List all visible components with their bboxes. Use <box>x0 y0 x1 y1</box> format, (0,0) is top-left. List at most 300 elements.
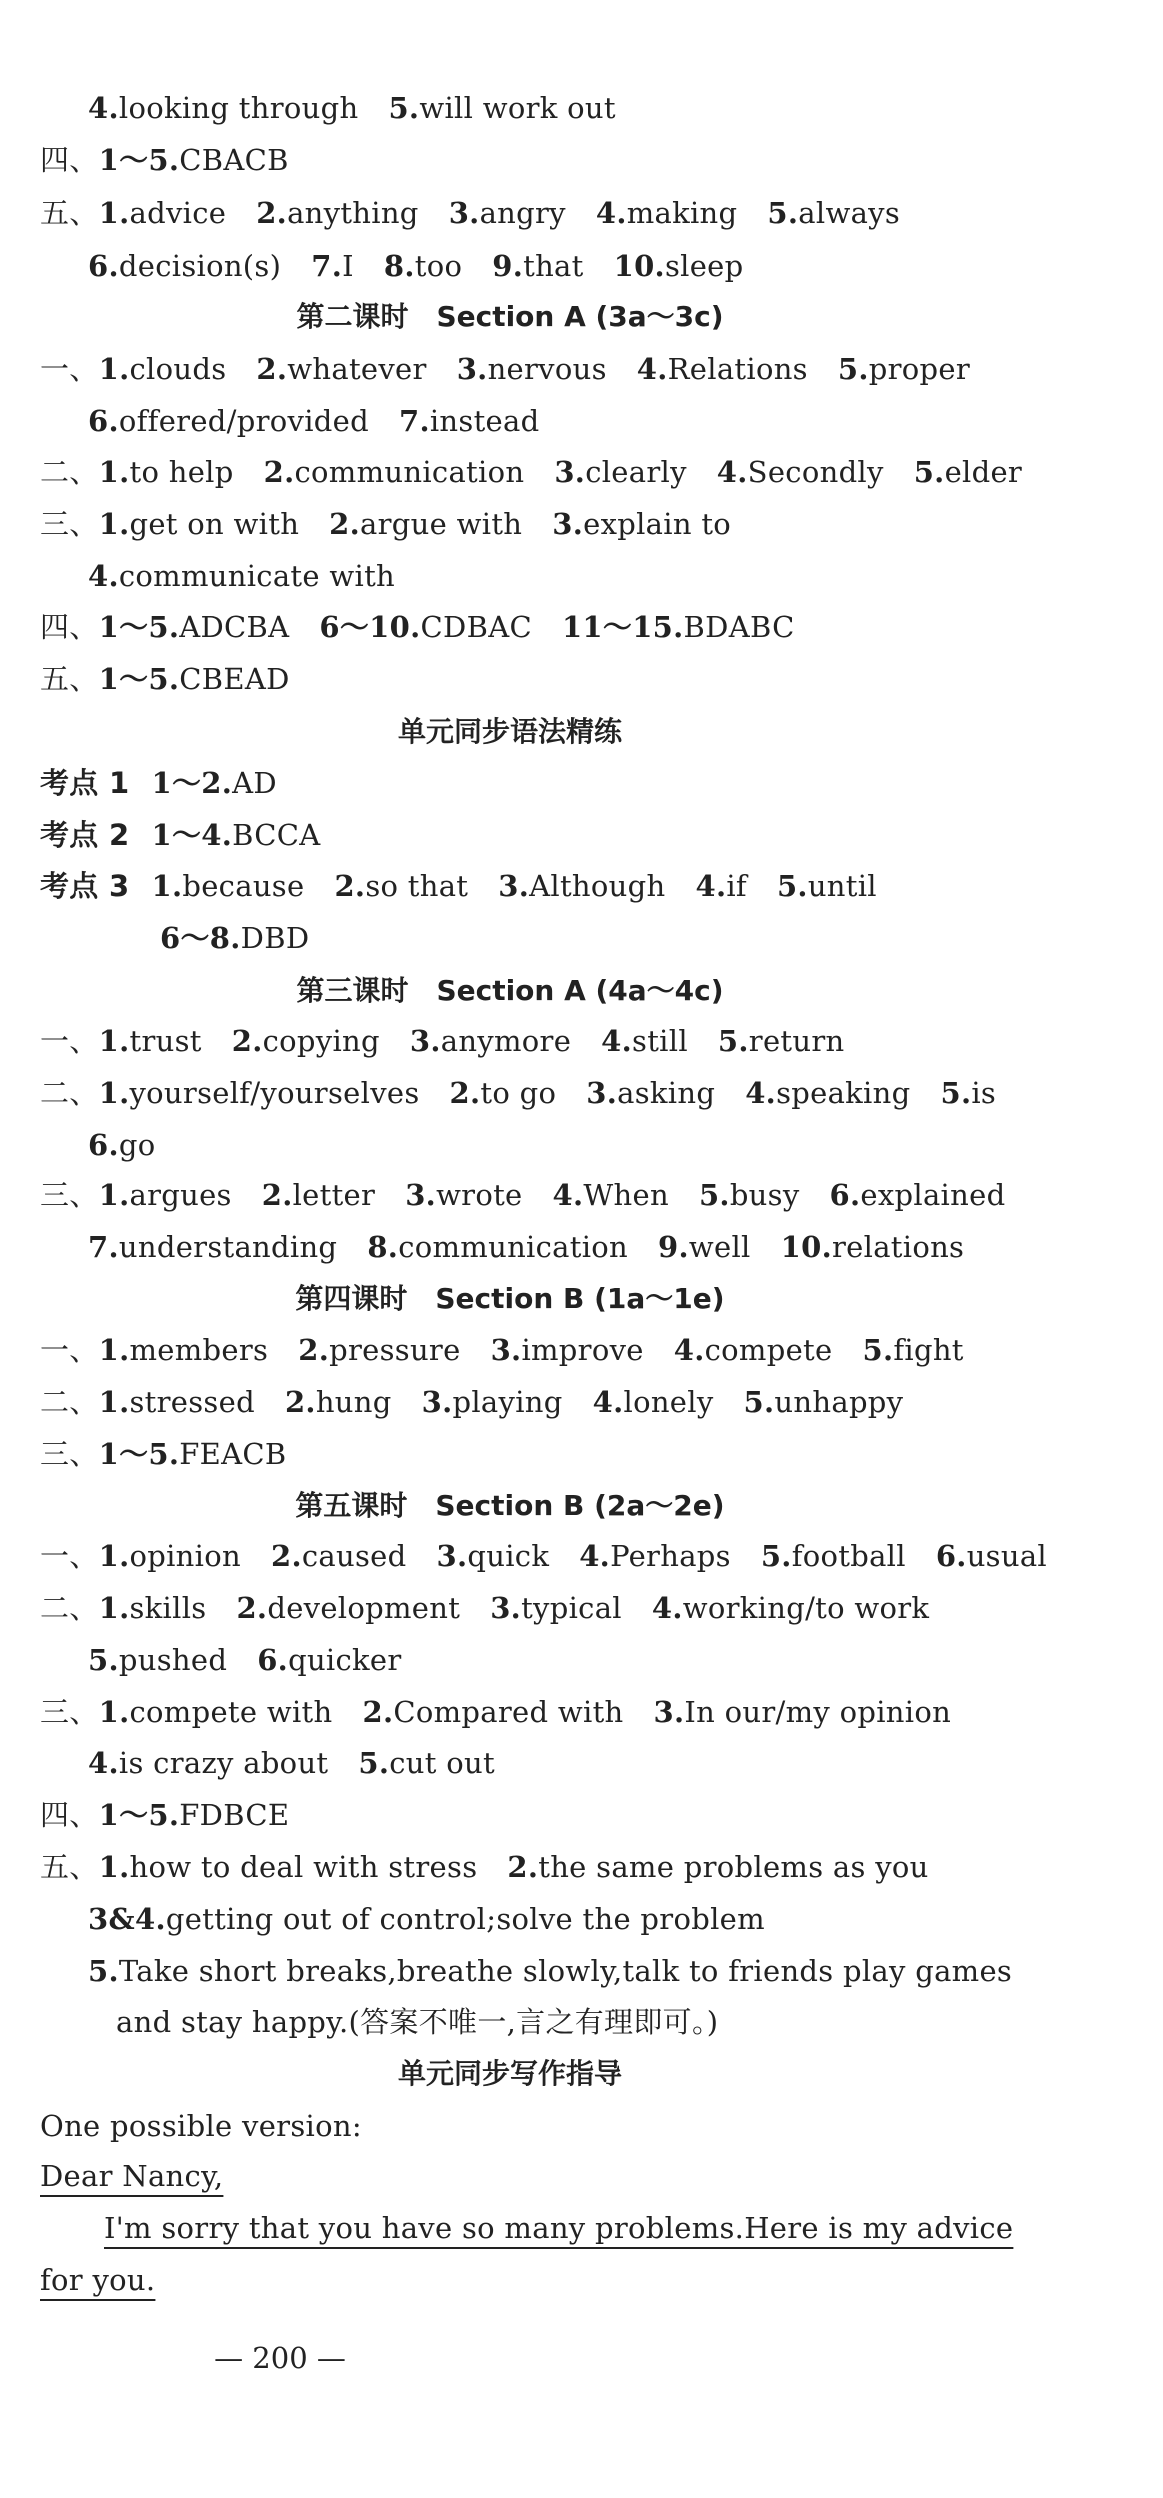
item-answer: advice <box>129 196 227 230</box>
item-number: 8. <box>367 1230 399 1264</box>
question-number: 一、 <box>40 1539 99 1573</box>
item-number: 1. <box>151 869 183 903</box>
item-number: 7. <box>398 404 430 438</box>
section-heading: 第二课时 Section A (3a～3c) <box>296 300 724 333</box>
answer-item <box>151 818 320 852</box>
answer-item <box>699 1178 800 1212</box>
essay-text: for you. <box>40 2263 156 2297</box>
item-answer: FDBCE <box>179 1798 290 1832</box>
item-answer: BDABC <box>683 610 795 644</box>
answer-item <box>99 1437 287 1471</box>
item-answer: that <box>523 249 584 283</box>
item-answer: explain to <box>583 507 732 541</box>
answer-line <box>40 504 731 544</box>
item-number: 4. <box>673 1333 705 1367</box>
item-number: 5. <box>358 1746 390 1780</box>
answer-item <box>298 1333 460 1367</box>
item-number: 1. <box>98 352 130 386</box>
answer-line <box>40 193 900 233</box>
answer-item <box>384 249 462 283</box>
item-number: 3. <box>653 1695 685 1729</box>
item-answer: unhappy <box>774 1385 904 1419</box>
item-answer: return <box>748 1024 845 1058</box>
answer-item <box>695 869 746 903</box>
item-answer: understanding <box>118 1230 338 1264</box>
item-number: 2. <box>362 1695 394 1729</box>
answer-item <box>257 1643 401 1677</box>
answer-item <box>745 1076 910 1110</box>
item-number: 3. <box>448 196 480 230</box>
item-answer: angry <box>479 196 566 230</box>
item-answer: quicker <box>288 1643 402 1677</box>
item-number: 5. <box>913 455 945 489</box>
item-answer: I <box>342 249 354 283</box>
item-number: 6. <box>257 1643 289 1677</box>
item-number: 6. <box>88 249 119 283</box>
item-number: 5. <box>717 1024 749 1058</box>
answer-item <box>450 1076 557 1110</box>
answer-item <box>936 1539 1047 1573</box>
item-answer: clearly <box>585 455 687 489</box>
section-heading: 单元同步语法精练 <box>397 715 622 748</box>
answer-item <box>99 1695 333 1729</box>
answer-line <box>88 401 539 441</box>
item-answer: letter <box>292 1178 376 1212</box>
item-answer: football <box>791 1539 906 1573</box>
answer-item <box>334 869 468 903</box>
question-number: 一、 <box>40 352 99 386</box>
item-answer: to go <box>480 1076 557 1110</box>
item-number: 1. <box>98 1076 130 1110</box>
key-point-label: 考点 1 <box>40 766 130 800</box>
essay-text: One possible version: <box>40 2109 362 2143</box>
item-number: 3. <box>456 352 488 386</box>
item-answer: development <box>267 1591 461 1625</box>
item-number: 3. <box>421 1385 453 1419</box>
answer-item <box>88 1643 227 1677</box>
item-answer: communicate with <box>118 559 395 593</box>
item-number: 4. <box>579 1539 611 1573</box>
answer-item <box>160 921 309 955</box>
answer-item <box>507 1850 928 1884</box>
item-answer: communication <box>294 455 525 489</box>
answer-item <box>271 1539 407 1573</box>
answer-item <box>422 1385 563 1419</box>
answer-line <box>40 815 321 855</box>
question-number: 五、 <box>40 1850 99 1884</box>
item-number: 5. <box>837 352 869 386</box>
item-number: 5. <box>767 196 799 230</box>
item-number: 7. <box>88 1230 119 1264</box>
item-number: 1. <box>98 1539 130 1573</box>
item-number: 2. <box>329 507 361 541</box>
answer-line <box>88 1125 156 1165</box>
item-number: 1～5. <box>98 1437 180 1471</box>
item-number: 5. <box>776 869 808 903</box>
item-number: 4. <box>88 559 119 593</box>
essay-text: Dear Nancy, <box>40 2159 224 2193</box>
answer-line <box>88 1951 1012 1991</box>
answer-line <box>116 2002 718 2042</box>
item-answer: wrote <box>436 1178 523 1212</box>
answer-line <box>40 1330 964 1370</box>
item-answer: copying <box>262 1024 380 1058</box>
item-number: 2. <box>298 1333 330 1367</box>
answer-line <box>40 763 277 803</box>
answer-item <box>99 662 290 696</box>
item-number: 4. <box>636 352 668 386</box>
essay-line <box>40 2156 223 2196</box>
item-answer: looking through <box>118 91 359 125</box>
answer-item <box>99 1591 207 1625</box>
item-number: 1～5. <box>98 610 180 644</box>
answer-item <box>593 1385 714 1419</box>
item-number: 6～10. <box>319 610 421 644</box>
answer-item <box>388 91 615 125</box>
item-answer: Secondly <box>747 455 884 489</box>
answer-item <box>717 455 884 489</box>
item-number: 6. <box>88 404 119 438</box>
answer-line <box>88 556 395 596</box>
item-answer: opinion <box>129 1539 241 1573</box>
answer-item <box>457 352 607 386</box>
item-number: 5. <box>862 1333 894 1367</box>
item-answer: working/to work <box>682 1591 930 1625</box>
answer-item <box>614 249 744 283</box>
answer-item <box>99 1539 241 1573</box>
answer-item <box>367 1230 628 1264</box>
item-answer: CDBAC <box>420 610 532 644</box>
section-heading: 第五课时 Section B (2a～2e) <box>295 1489 725 1522</box>
item-answer: anything <box>287 196 419 230</box>
answer-item <box>88 1954 1012 1988</box>
answer-item <box>838 352 970 386</box>
item-number: 4. <box>88 91 119 125</box>
item-answer: In our/my opinion <box>684 1695 952 1729</box>
answer-item <box>232 1024 380 1058</box>
answer-item <box>491 1333 644 1367</box>
answer-item <box>99 1024 202 1058</box>
item-answer: AD <box>232 766 277 800</box>
item-answer: to help <box>129 455 234 489</box>
answer-item <box>116 2005 718 2039</box>
answer-item <box>256 196 418 230</box>
answer-item <box>358 1746 495 1780</box>
answer-item <box>99 143 289 177</box>
item-number: 2. <box>256 352 288 386</box>
item-answer: relations <box>832 1230 965 1264</box>
key-point-label: 考点 3 <box>40 869 130 903</box>
item-answer: CBACB <box>179 143 289 177</box>
item-answer: argues <box>129 1178 232 1212</box>
item-answer: will work out <box>419 91 616 125</box>
item-number: 1. <box>98 1333 130 1367</box>
answer-item <box>362 1695 623 1729</box>
answer-item <box>781 1230 965 1264</box>
item-number: 3. <box>586 1076 618 1110</box>
item-answer: typical <box>521 1591 622 1625</box>
answer-item <box>99 1076 420 1110</box>
item-number: 4. <box>745 1076 777 1110</box>
item-answer: Perhaps <box>610 1539 731 1573</box>
answer-line <box>40 349 970 389</box>
item-number: 5. <box>88 1954 119 1988</box>
item-number: 2. <box>256 196 288 230</box>
item-number: 2. <box>449 1076 481 1110</box>
answer-line <box>160 918 309 958</box>
item-number: 4. <box>716 455 748 489</box>
item-number: 1. <box>98 1695 130 1729</box>
answer-item <box>410 1024 571 1058</box>
item-answer: fight <box>893 1333 964 1367</box>
item-answer: FEACB <box>179 1437 287 1471</box>
section-heading: 第四课时 Section B (1a～1e) <box>295 1282 725 1315</box>
item-number: 6. <box>935 1539 967 1573</box>
item-number: 3. <box>409 1024 441 1058</box>
answer-item <box>329 507 522 541</box>
answer-item <box>830 1178 1006 1212</box>
question-number: 五、 <box>40 196 99 230</box>
answer-line <box>40 1536 1047 1576</box>
answer-item <box>744 1385 904 1419</box>
item-answer: pressure <box>329 1333 461 1367</box>
item-answer: CBEAD <box>179 662 290 696</box>
item-answer: getting out of control;solve the problem <box>165 1902 765 1936</box>
item-number: 2. <box>284 1385 316 1419</box>
item-number: 6～8. <box>160 921 241 955</box>
page-number: — 200 — <box>214 2341 346 2375</box>
item-number: 6. <box>829 1178 861 1212</box>
answer-line <box>40 1847 929 1887</box>
answer-item <box>554 455 686 489</box>
item-number: 3. <box>552 507 584 541</box>
item-number: 4. <box>651 1591 683 1625</box>
answer-line <box>40 1795 289 1835</box>
item-number: 4. <box>601 1024 633 1058</box>
answer-item <box>99 1178 232 1212</box>
answer-item <box>562 610 795 644</box>
question-number: 四、 <box>40 1798 99 1832</box>
answer-item <box>88 1128 156 1162</box>
answer-item <box>552 507 731 541</box>
answer-item <box>586 1076 715 1110</box>
item-answer: cut out <box>389 1746 495 1780</box>
answer-item <box>596 196 738 230</box>
question-number: 二、 <box>40 1385 99 1419</box>
item-number: 2. <box>263 455 295 489</box>
item-answer: caused <box>301 1539 407 1573</box>
essay-line <box>40 2260 155 2300</box>
answer-item <box>88 1902 765 1936</box>
item-answer: elder <box>944 455 1023 489</box>
item-answer: so that <box>365 869 469 903</box>
item-number: 1. <box>98 455 130 489</box>
answer-item <box>319 610 532 644</box>
item-number: 10. <box>613 249 665 283</box>
item-number: 10. <box>780 1230 832 1264</box>
item-answer: the same problems as you <box>538 1850 929 1884</box>
item-answer: Although <box>529 869 666 903</box>
answer-item <box>718 1024 845 1058</box>
answer-item <box>88 1746 328 1780</box>
item-number: 5. <box>743 1385 775 1419</box>
answer-item <box>99 1333 269 1367</box>
item-number: 4. <box>88 1746 119 1780</box>
item-answer: sleep <box>664 249 744 283</box>
answer-item <box>285 1385 392 1419</box>
answer-item <box>405 1178 522 1212</box>
item-number: 2. <box>236 1591 268 1625</box>
item-answer: go <box>118 1128 156 1162</box>
answer-item <box>311 249 354 283</box>
item-answer: compete with <box>129 1695 333 1729</box>
section-heading: 第三课时 Section A (4a～4c) <box>296 974 724 1007</box>
item-answer: nervous <box>487 352 607 386</box>
item-number: 1. <box>98 1178 130 1212</box>
item-number: 2. <box>231 1024 263 1058</box>
answer-item <box>767 196 900 230</box>
section-heading: 单元同步写作指导 <box>397 2057 622 2090</box>
item-answer: is crazy about <box>118 1746 329 1780</box>
item-number: 1. <box>98 1850 130 1884</box>
item-number: 1～5. <box>98 143 180 177</box>
answer-line <box>40 452 1022 492</box>
essay-line <box>40 2106 362 2146</box>
item-number: 9. <box>492 249 524 283</box>
item-answer: asking <box>617 1076 716 1110</box>
answer-line <box>40 1588 929 1628</box>
answer-item <box>99 1798 290 1832</box>
item-answer: compete <box>704 1333 833 1367</box>
answer-item <box>862 1333 963 1367</box>
item-answer: hung <box>315 1385 392 1419</box>
answer-item <box>436 1539 549 1573</box>
item-answer: members <box>129 1333 269 1367</box>
item-answer: Compared with <box>393 1695 624 1729</box>
question-number: 二、 <box>40 455 99 489</box>
question-number: 一、 <box>40 1333 99 1367</box>
item-answer: trust <box>129 1024 202 1058</box>
item-number: 2. <box>507 1850 539 1884</box>
item-number: 3. <box>405 1178 437 1212</box>
item-answer: and stay happy.(答案不唯一,言之有理即可。) <box>116 2005 719 2039</box>
item-number: 1～2. <box>151 766 233 800</box>
item-answer: is <box>971 1076 997 1110</box>
item-answer: DBD <box>240 921 310 955</box>
item-number: 1～4. <box>151 818 233 852</box>
answer-item <box>99 1850 478 1884</box>
question-number: 三、 <box>40 1178 99 1212</box>
item-number: 4. <box>595 196 627 230</box>
item-number: 11～15. <box>561 610 684 644</box>
answer-item <box>658 1230 751 1264</box>
answer-item <box>88 91 358 125</box>
item-answer: usual <box>966 1539 1047 1573</box>
item-answer: get on with <box>129 507 300 541</box>
item-answer: until <box>807 869 877 903</box>
item-number: 7. <box>311 249 343 283</box>
answer-line <box>40 607 795 647</box>
item-answer: argue with <box>360 507 523 541</box>
answer-line <box>40 659 290 699</box>
answer-line <box>88 1743 495 1783</box>
question-number: 一、 <box>40 1024 99 1058</box>
item-answer: decision(s) <box>118 249 282 283</box>
answer-line <box>40 1021 845 1061</box>
question-number: 四、 <box>40 610 99 644</box>
item-answer: explained <box>860 1178 1006 1212</box>
question-number: 二、 <box>40 1591 99 1625</box>
answer-line <box>40 1073 996 1113</box>
question-number: 三、 <box>40 1437 99 1471</box>
item-number: 4. <box>552 1178 584 1212</box>
answer-item <box>777 869 877 903</box>
answer-item <box>449 196 566 230</box>
answer-item <box>88 404 369 438</box>
answer-item <box>236 1591 460 1625</box>
answer-item <box>761 1539 906 1573</box>
item-answer: still <box>632 1024 688 1058</box>
answer-item <box>264 455 525 489</box>
answer-item <box>674 1333 833 1367</box>
item-answer: stressed <box>129 1385 255 1419</box>
item-answer: BCCA <box>232 818 321 852</box>
item-answer: speaking <box>776 1076 911 1110</box>
answer-line <box>40 1434 287 1474</box>
item-answer: busy <box>729 1178 800 1212</box>
item-number: 2. <box>261 1178 293 1212</box>
item-answer: whatever <box>287 352 427 386</box>
answer-item <box>151 869 304 903</box>
item-answer: instead <box>429 404 540 438</box>
item-answer: well <box>688 1230 751 1264</box>
item-answer: pushed <box>118 1643 228 1677</box>
item-number: 9. <box>658 1230 689 1264</box>
item-number: 3. <box>436 1539 468 1573</box>
answer-item <box>914 455 1022 489</box>
item-number: 3. <box>498 869 530 903</box>
answer-item <box>88 1230 337 1264</box>
item-number: 1～5. <box>98 662 180 696</box>
essay-text: I'm sorry that you have so many problems.Here is my advice <box>104 2211 1014 2245</box>
answer-line <box>40 1382 903 1422</box>
question-number: 四、 <box>40 143 99 177</box>
answer-line <box>88 246 744 286</box>
item-number: 3. <box>490 1333 522 1367</box>
answer-item <box>492 249 583 283</box>
item-answer: how to deal with stress <box>129 1850 478 1884</box>
answer-line <box>40 1692 951 1732</box>
answer-item <box>99 507 300 541</box>
answer-item <box>498 869 665 903</box>
item-number: 1. <box>98 1591 130 1625</box>
answer-line <box>88 1640 402 1680</box>
item-answer: too <box>414 249 463 283</box>
item-number: 5. <box>940 1076 972 1110</box>
answer-line <box>88 1227 964 1267</box>
answer-item <box>88 559 395 593</box>
item-answer: Relations <box>667 352 808 386</box>
item-number: 1～5. <box>98 1798 180 1832</box>
item-number: 1. <box>98 1385 130 1419</box>
answer-line <box>88 1899 765 1939</box>
item-answer: communication <box>398 1230 629 1264</box>
answer-line <box>40 140 289 180</box>
item-number: 3. <box>490 1591 522 1625</box>
answer-item <box>151 766 276 800</box>
answer-item <box>654 1695 952 1729</box>
item-answer: skills <box>129 1591 207 1625</box>
